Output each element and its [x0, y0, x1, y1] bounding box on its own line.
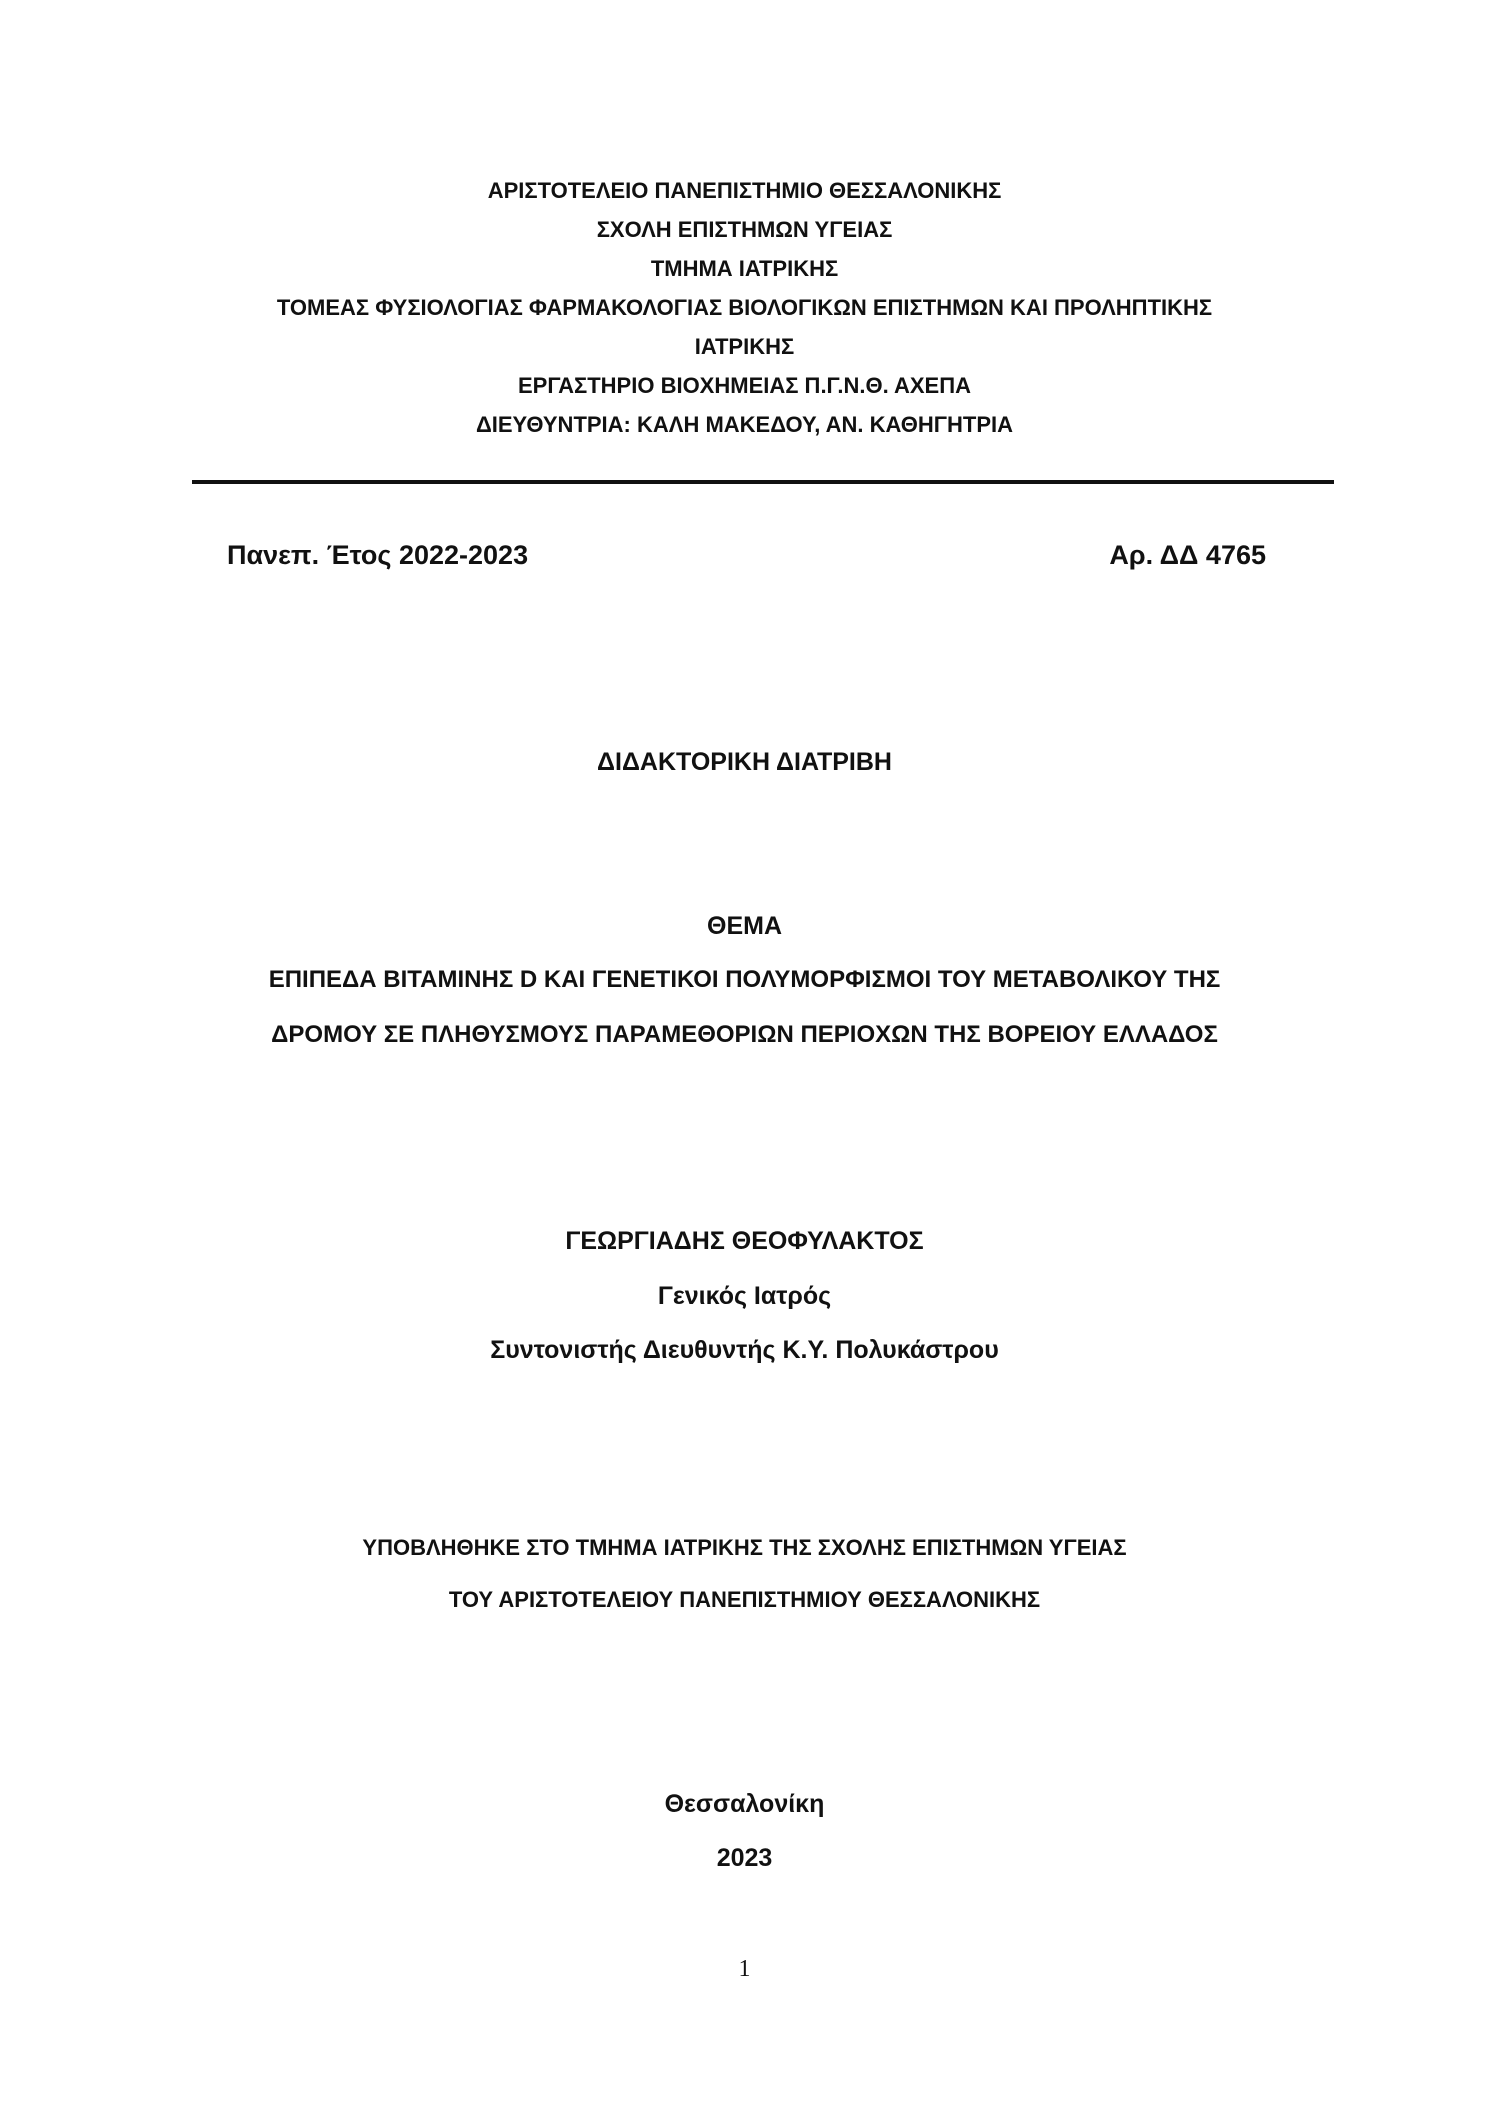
- school-name: ΣΧΟΛΗ ΕΠΙΣΤΗΜΩΝ ΥΓΕΙΑΣ: [596, 217, 893, 242]
- place: Θεσσαλονίκη: [664, 1790, 825, 1818]
- sector-name-line2: ΙΑΤΡΙΚΗΣ: [694, 334, 795, 359]
- sector-name-line1: ΤΟΜΕΑΣ ΦΥΣΙΟΛΟΓΙΑΣ ΦΑΡΜΑΚΟΛΟΓΙΑΣ ΒΙΟΛΟΓΙΚΩΝ ΕΠΙΣΤΗΜΩΝ ΚΑΙ ΠΡΟΛΗΠΤΙΚΗΣ: [276, 295, 1213, 320]
- author-position: Συντονιστής Διευθυντής Κ.Υ. Πολυκάστρου: [490, 1336, 999, 1364]
- year: 2023: [716, 1844, 773, 1872]
- subject-title-line2: ΔΡΟΜΟΥ ΣΕ ΠΛΗΘΥΣΜΟΥΣ ΠΑΡΑΜΕΘΟΡΙΩΝ ΠΕΡΙΟΧΩΝ ΤΗΣ ΒΟΡΕΙΟΥ ΕΛΛΑΔΟΣ: [271, 1021, 1218, 1048]
- page-number: 1: [738, 1956, 751, 1982]
- header-divider: [192, 480, 1334, 484]
- subject-label: ΘΕΜΑ: [707, 912, 782, 940]
- author-name: ΓΕΩΡΓΙΑΔΗΣ ΘΕΟΦΥΛΑΚΤΟΣ: [565, 1227, 924, 1255]
- academic-year: Πανεπ. Έτος 2022-2023: [227, 540, 529, 570]
- submission-line1: ΥΠΟΒΛΗΘΗΚΕ ΣΤΟ ΤΜΗΜΑ ΙΑΤΡΙΚΗΣ ΤΗΣ ΣΧΟΛΗΣ ΕΠΙΣΤΗΜΩΝ ΥΓΕΙΑΣ: [362, 1535, 1127, 1560]
- author-title: Γενικός Ιατρός: [657, 1282, 832, 1310]
- document-type: ΔΙΔΑΚΤΟΡΙΚΗ ΔΙΑΤΡΙΒΗ: [597, 748, 892, 776]
- director-line: ΔΙΕΥΘΥΝΤΡΙΑ: ΚΑΛΗ ΜΑΚΕΔΟΥ, ΑΝ. ΚΑΘΗΓΗΤΡΙΑ: [475, 412, 1014, 437]
- university-name: ΑΡΙΣΤΟΤΕΛΕΙΟ ΠΑΝΕΠΙΣΤΗΜΙΟ ΘΕΣΣΑΛΟΝΙΚΗΣ: [487, 178, 1002, 203]
- subject-title-line1: ΕΠΙΠΕΔΑ ΒΙΤΑΜΙΝΗΣ D ΚΑΙ ΓΕΝΕΤΙΚΟΙ ΠΟΛΥΜΟΡΦΙΣΜΟΙ ΤΟΥ ΜΕΤΑΒΟΛΙΚΟΥ ΤΗΣ: [268, 966, 1221, 993]
- institution-header: [0, 171, 1489, 444]
- department-name: ΤΜΗΜΑ ΙΑΤΡΙΚΗΣ: [650, 256, 839, 281]
- laboratory-name: ΕΡΓΑΣΤΗΡΙΟ ΒΙΟΧΗΜΕΙΑΣ Π.Γ.Ν.Θ. ΑΧΕΠΑ: [517, 373, 972, 398]
- thesis-number: Αρ. ΔΔ 4765: [1109, 540, 1266, 570]
- submission-line2: ΤΟΥ ΑΡΙΣΤΟΤΕΛΕΙΟΥ ΠΑΝΕΠΙΣΤΗΜΙΟΥ ΘΕΣΣΑΛΟΝΙΚΗΣ: [448, 1587, 1041, 1612]
